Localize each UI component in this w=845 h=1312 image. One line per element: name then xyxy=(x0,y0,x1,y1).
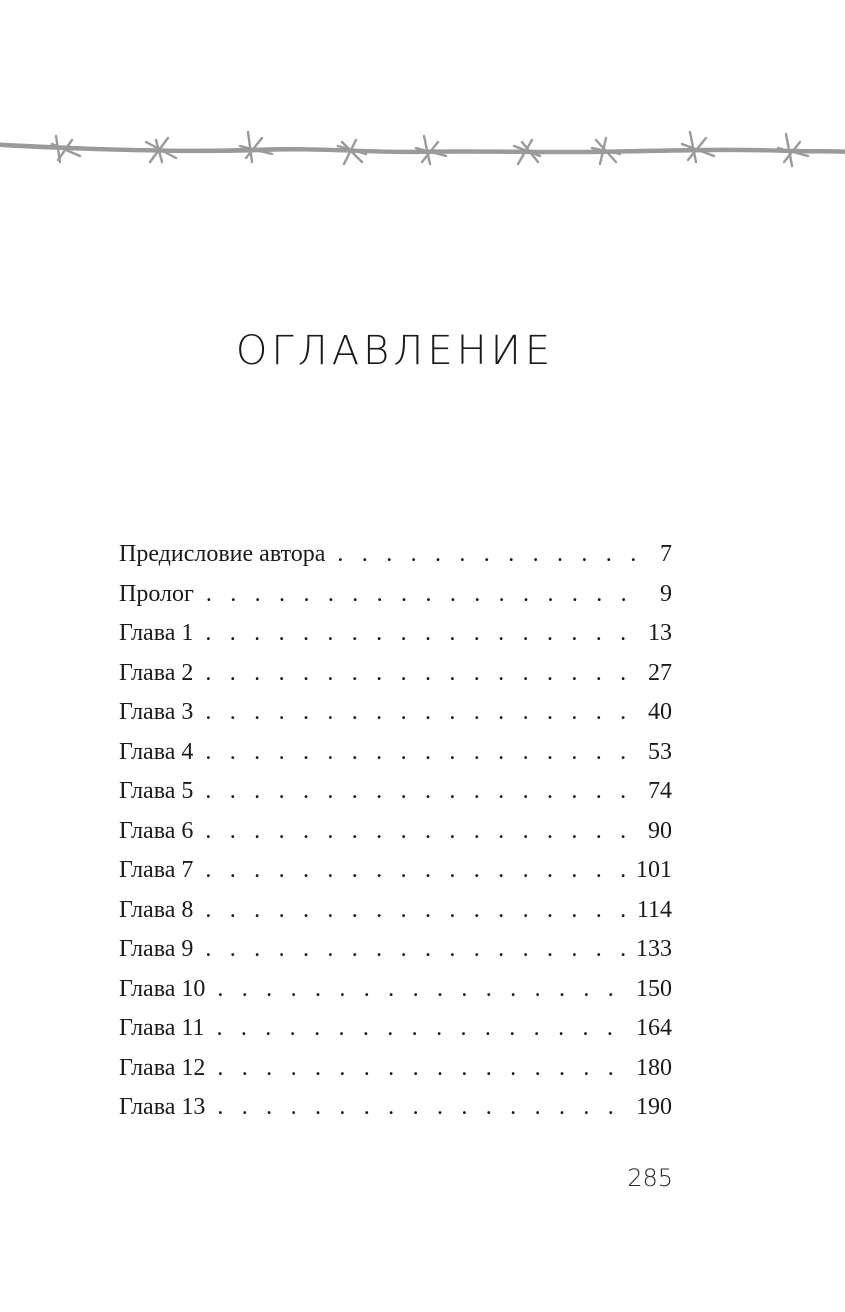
toc-leader-dots xyxy=(217,1049,628,1089)
toc-leader-dots xyxy=(205,733,640,773)
toc-entry-label: Глава 11 xyxy=(119,1015,205,1041)
toc-entry-label: Глава 1 xyxy=(119,620,194,646)
toc-entry-label: Глава 5 xyxy=(119,778,194,804)
table-of-contents xyxy=(119,535,672,1128)
toc-entry[interactable] xyxy=(119,851,672,891)
toc-entry-page: 164 xyxy=(636,1015,672,1041)
toc-entry-page: 101 xyxy=(636,857,672,883)
toc-leader-dots xyxy=(206,575,642,615)
toc-entry-page: 90 xyxy=(648,817,672,844)
toc-entry[interactable] xyxy=(119,930,672,970)
toc-entry-label: Глава 12 xyxy=(119,1054,206,1081)
toc-leader-dots xyxy=(205,891,629,931)
toc-entry[interactable] xyxy=(119,812,672,852)
toc-entry-page: 13 xyxy=(648,620,672,646)
toc-entry-page: 114 xyxy=(636,896,672,923)
toc-entry-label: Предисловие автора xyxy=(119,541,326,567)
toc-entry[interactable] xyxy=(119,575,672,615)
toc-entry-page: 150 xyxy=(636,975,672,1002)
toc-leader-dots xyxy=(205,654,640,694)
toc-entry-page: 27 xyxy=(648,659,672,686)
toc-entry-label: Глава 10 xyxy=(119,975,206,1002)
toc-leader-dots xyxy=(337,535,642,575)
toc-entry-label: Глава 2 xyxy=(119,659,194,686)
toc-entry-label: Глава 6 xyxy=(119,817,194,844)
toc-entry-page: 40 xyxy=(648,699,672,725)
toc-entry[interactable] xyxy=(119,733,672,773)
toc-entry-page: 180 xyxy=(636,1054,672,1081)
toc-entry-label: Глава 13 xyxy=(119,1094,206,1120)
toc-leader-dots xyxy=(205,614,640,654)
toc-entry[interactable] xyxy=(119,1049,672,1089)
toc-entry-label: Глава 8 xyxy=(119,896,194,923)
toc-entry-page: 9 xyxy=(660,580,672,607)
toc-entry-label: Пролог xyxy=(119,580,194,607)
toc-leader-dots xyxy=(216,1009,628,1049)
toc-entry-page: 190 xyxy=(636,1094,672,1120)
toc-leader-dots xyxy=(205,930,628,970)
toc-entry-page: 133 xyxy=(636,936,672,962)
toc-entry-label: Глава 7 xyxy=(119,857,194,883)
toc-entry[interactable] xyxy=(119,1088,672,1128)
toc-entry[interactable] xyxy=(119,970,672,1010)
toc-entry[interactable] xyxy=(119,693,672,733)
toc-leader-dots xyxy=(217,1088,628,1128)
toc-leader-dots xyxy=(205,693,640,733)
toc-entry-page: 7 xyxy=(660,541,672,567)
toc-entry-label: Глава 3 xyxy=(119,699,194,725)
toc-entry-label: Глава 4 xyxy=(119,738,194,765)
toc-entry[interactable] xyxy=(119,772,672,812)
toc-entry[interactable] xyxy=(119,535,672,575)
toc-entry[interactable] xyxy=(119,614,672,654)
page-number: 285 xyxy=(627,1164,673,1192)
toc-leader-dots xyxy=(205,812,640,852)
toc-entry[interactable] xyxy=(119,654,672,694)
toc-leader-dots xyxy=(205,772,640,812)
toc-entry-label: Глава 9 xyxy=(119,936,194,962)
toc-leader-dots xyxy=(217,970,628,1010)
toc-entry[interactable] xyxy=(119,891,672,931)
page-title: ОГЛАВЛЕНИЕ xyxy=(235,328,555,374)
toc-entry[interactable] xyxy=(119,1009,672,1049)
toc-entry-page: 74 xyxy=(648,778,672,804)
toc-leader-dots xyxy=(205,851,628,891)
barbed-wire-icon xyxy=(0,118,845,178)
toc-entry-page: 53 xyxy=(648,738,672,765)
